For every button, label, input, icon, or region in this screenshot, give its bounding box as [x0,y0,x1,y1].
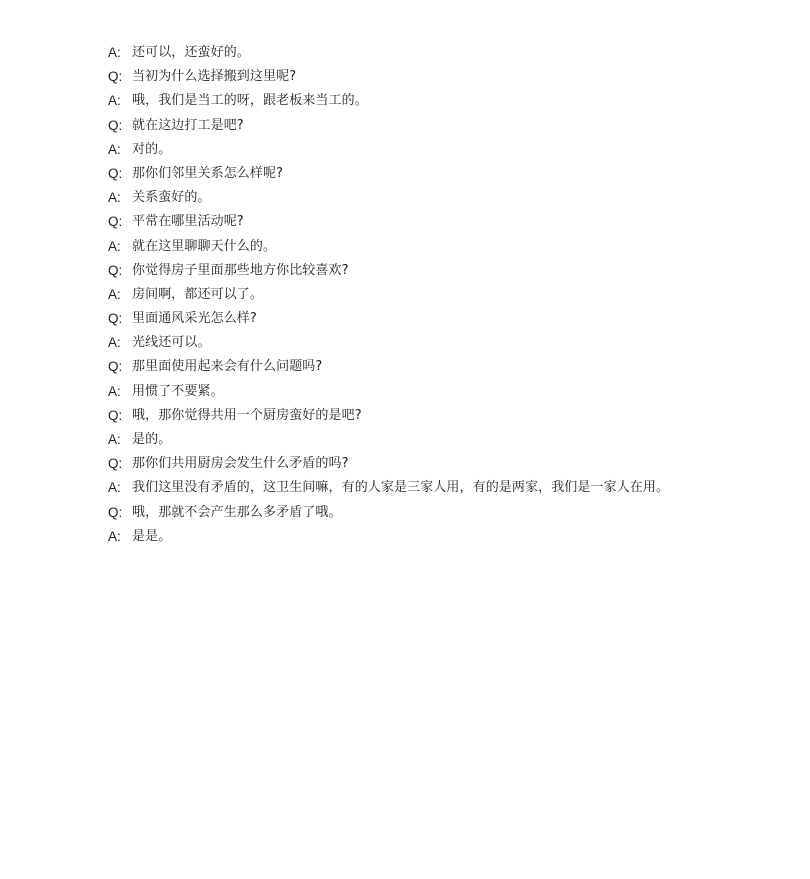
dialogue-line [108,41,798,65]
dialogue-text: 哦，那你觉得共用一个厨房蛮好的是吧? [132,407,362,423]
dialogue-line [108,114,798,138]
dialogue-text: 是是。 [132,528,172,544]
speaker-label: A: [108,141,121,157]
dialogue-text: 哦，那就不会产生那么多矛盾了哦。 [132,504,342,520]
dialogue-line [108,235,798,259]
dialogue-text: 房间啊，都还可以了。 [132,286,264,302]
dialogue-line [108,210,798,234]
dialogue-line [108,283,798,307]
speaker-label: A: [108,432,121,447]
dialogue-line [108,259,798,283]
dialogue-text: 那你们共用厨房会发生什么矛盾的吗? [132,456,349,472]
dialogue-line [108,476,798,500]
speaker-label: A: [108,45,121,60]
interview-transcript [108,41,798,549]
speaker-label: Q: [108,69,123,85]
speaker-label: A: [108,93,121,109]
speaker-label: Q: [108,311,123,327]
speaker-label: Q: [108,165,123,181]
speaker-label: A: [108,286,121,302]
dialogue-line [108,355,798,379]
dialogue-text: 平常在哪里活动呢? [132,214,244,230]
dialogue-text: 哦，我们是当工的呀，跟老板来当工的。 [132,93,368,109]
dialogue-line [108,404,798,428]
dialogue-text: 里面通风采光怎么样? [132,311,257,327]
dialogue-line [108,138,798,162]
speaker-label: Q: [108,117,123,133]
dialogue-line [108,525,798,549]
dialogue-line [108,307,798,331]
dialogue-line [108,331,798,355]
speaker-label: A: [108,528,121,544]
dialogue-text: 当初为什么选择搬到这里呢? [132,69,297,85]
dialogue-text: 就在这边打工是吧? [132,117,244,133]
dialogue-line [108,428,798,452]
speaker-label: A: [108,383,121,399]
speaker-label: A: [108,335,121,351]
speaker-label: Q: [108,456,123,472]
dialogue-line [108,65,798,89]
dialogue-text: 光线还可以。 [132,335,211,351]
dialogue-line [108,89,798,113]
dialogue-line [108,501,798,525]
speaker-label: A: [108,480,121,496]
dialogue-text: 就在这里聊聊天什么的。 [132,238,277,254]
speaker-label: Q: [108,262,123,278]
dialogue-text: 还可以，还蛮好的。 [132,45,250,60]
speaker-label: Q: [108,214,123,230]
dialogue-line [108,162,798,186]
speaker-label: Q: [108,407,123,423]
dialogue-text: 对的。 [132,141,172,157]
speaker-label: Q: [108,359,123,375]
dialogue-line [108,186,798,210]
dialogue-text: 用惯了不要紧。 [132,383,224,399]
dialogue-line [108,452,798,476]
speaker-label: A: [108,190,121,206]
dialogue-text: 你觉得房子里面那些地方你比较喜欢? [132,262,349,278]
dialogue-line [108,380,798,404]
dialogue-text: 关系蛮好的。 [132,190,211,206]
speaker-label: Q: [108,504,123,520]
dialogue-text: 是的。 [132,432,172,447]
dialogue-text: 我们这里没有矛盾的，这卫生间嘛，有的人家是三家人用，有的是两家，我们是一家人在用。 [132,480,670,496]
dialogue-text: 那你们邻里关系怎么样呢? [132,165,284,181]
dialogue-text: 那里面使用起来会有什么问题吗? [132,359,323,375]
speaker-label: A: [108,238,121,254]
